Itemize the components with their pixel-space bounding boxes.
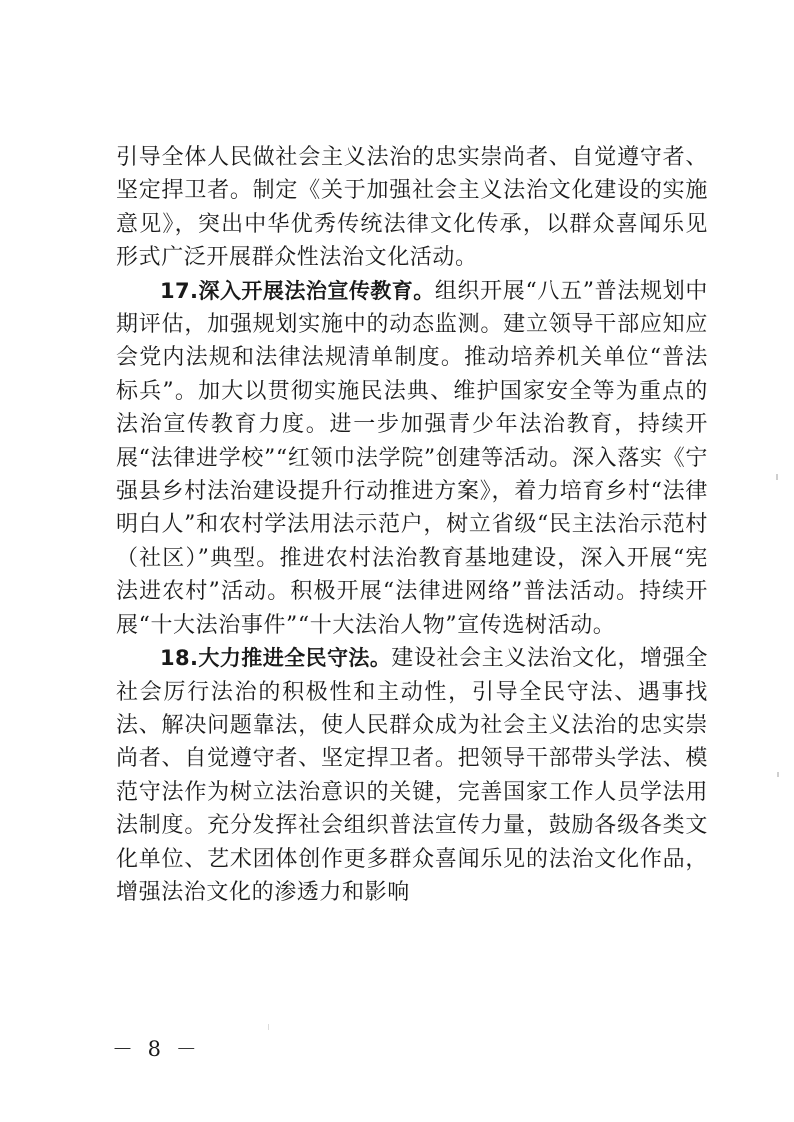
- paragraph-heading: 17.深入开展法治宣传教育。: [160, 278, 435, 303]
- paragraph-text: 组织开展“八五”普法规划中期评估，加强规划实施中的动态监测。建立领导干部应知应会党内法规和法律法规清单制度。推动培养机关单位“普法标兵”。加大以贯彻实施民法典、维护国家安全等为重点的法治宣传教育力度。进一步加强青少年法治教育，持续开展“法律进学校”“红领巾法学院”创建等活动。深入落实《宁强县乡村法治建设提升行动推进方案》，着力培育乡村“法律明白人”和农村学法用法示范户，树立省级“民主法治示范村（社区）”典型。推进农村法治教育基地建设，深入开展“宪法进农村”活动。积极开展“法律进网络”普法活动。持续开展“十大法治事件”“十大法治人物”宣传选树活动。: [116, 278, 708, 638]
- paragraph-heading: 18.大力推进全民守法。: [160, 646, 392, 671]
- scan-speck: [268, 1024, 269, 1030]
- scan-speck: [776, 474, 778, 480]
- paragraph-text: 建设社会主义法治文化，增强全社会厉行法治的积极性和主动性，引导全民守法、遇事找法、解决问题靠法，使人民群众成为社会主义法治的忠实崇尚者、自觉遵守者、坚定捍卫者。把领导干部带头学法、模范守法作为树立法治意识的关键，完善国家工作人员学法用法制度。充分发挥社会组织普法宣传力量，鼓励各级各类文化单位、艺术团体创作更多群众喜闻乐见的法治文化作品，增强法治文化的渗透力和影响: [116, 646, 708, 905]
- body-text: [116, 141, 708, 909]
- paragraph-text: 引导全体人民做社会主义法治的忠实崇尚者、自觉遵守者、坚定捍卫者。制定《关于加强社会主义法治文化建设的实施意见》，突出中华优秀传统法律文化传承，以群众喜闻乐见形式广泛开展群众性法治文化活动。: [116, 145, 708, 271]
- paragraph-item-18: [116, 642, 708, 909]
- paragraph-item-17: [116, 275, 708, 642]
- scan-speck: [777, 772, 779, 777]
- page-number: － 8 －: [112, 1037, 201, 1061]
- paragraph-continuation: [116, 141, 708, 275]
